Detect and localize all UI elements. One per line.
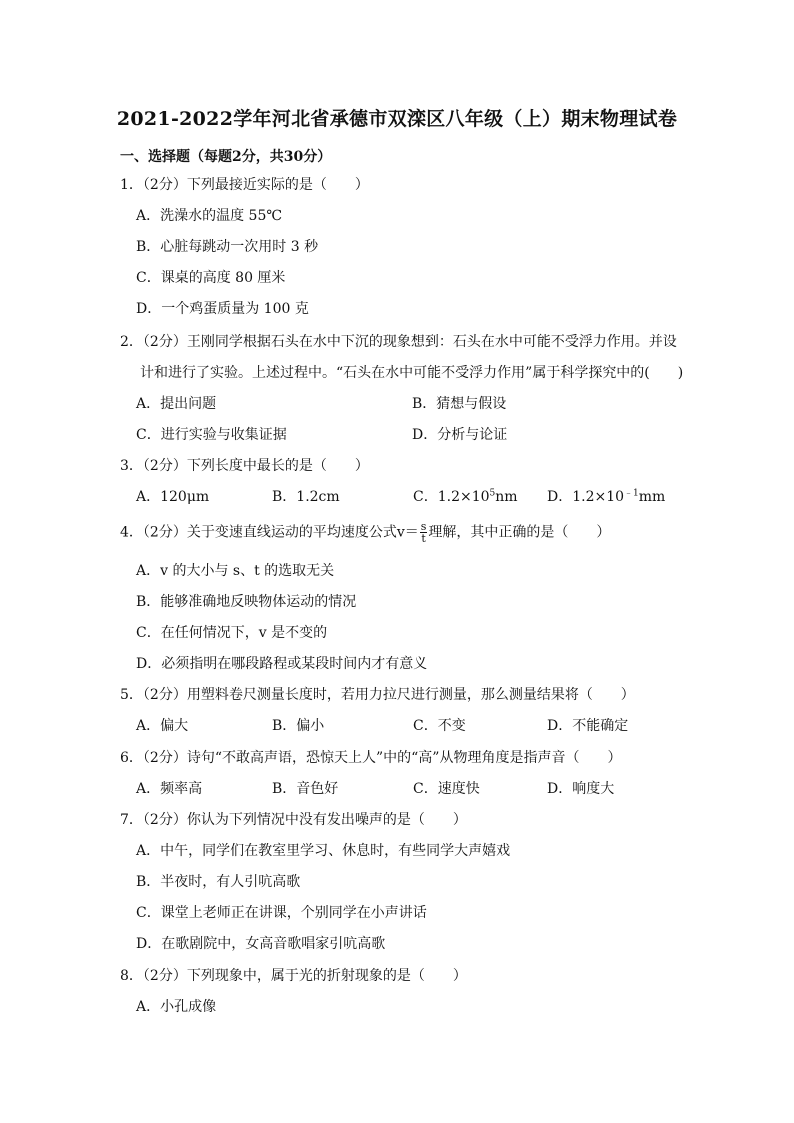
question-5-stem: 5．（2分）用塑料卷尺测量长度时，若用力拉尺进行测量，那么测量结果将（ ） (120, 687, 635, 703)
question-5-option-a: A．偏大 (136, 718, 189, 734)
question-8-option-a: A．小孔成像 (136, 999, 217, 1015)
fraction-denominator: t (421, 532, 426, 545)
question-2-option-b: B．猜想与假设 (412, 396, 507, 412)
question-2-option-d: D．分析与论证 (412, 427, 508, 443)
question-7-option-b: B．半夜时，有人引吭高歌 (136, 874, 301, 890)
question-2-option-a: A．提出问题 (136, 396, 217, 412)
question-3-option-d-unit: mm (638, 489, 666, 505)
question-3-option-d-base: D．1.2×10 (547, 489, 625, 505)
question-6-option-a: A．频率高 (136, 781, 203, 797)
question-5-option-c: C．不变 (413, 718, 466, 734)
question-4-option-b: B．能够准确地反映物体运动的情况 (136, 594, 357, 610)
question-4-option-d: D．必须指明在哪段路程或某段时间内才有意义 (136, 656, 428, 672)
question-2-stem-line-2: 计和进行了实验。上述过程中。“石头在水中可能不受浮力作用”属于科学探究中的( ) (140, 365, 684, 381)
question-4-stem (120, 521, 610, 544)
question-7-option-a: A．中午，同学们在教室里学习、休息时，有些同学大声嬉戏 (136, 843, 511, 859)
fraction-numerator: s (420, 520, 427, 533)
question-6-option-d: D．响度大 (547, 781, 615, 797)
section-heading: 一、选择题（每题2分，共30分） (120, 149, 332, 165)
question-4-stem-prefix: 4．（2分）关于变速直线运动的平均速度公式v＝ (120, 524, 419, 541)
question-6-option-b: B．音色好 (272, 781, 339, 797)
question-1-stem: 1．（2分）下列最接近实际的是（ ） (120, 177, 369, 193)
question-3-option-c-exponent: 5 (489, 488, 496, 499)
question-7-stem: 7．（2分）你认为下列情况中没有发出噪声的是（ ） (120, 812, 467, 828)
question-8-stem: 8．（2分）下列现象中，属于光的折射现象的是（ ） (120, 968, 467, 984)
velocity-formula-fraction (420, 521, 428, 544)
question-5-option-b: B．偏小 (272, 718, 325, 734)
question-3-option-a: A．120μm (136, 489, 210, 505)
question-1-option-a: A．洗澡水的温度 55℃ (136, 208, 283, 224)
question-4-option-a: A．v 的大小与 s、t 的选取无关 (136, 563, 335, 579)
question-4-stem-suffix: 理解，其中正确的是（ ） (428, 524, 611, 541)
question-5-option-d: D．不能确定 (547, 718, 629, 734)
question-7-option-c: C．课堂上老师正在讲课，个别同学在小声讲话 (136, 905, 427, 921)
question-4-option-c: C．在任何情况下，v 是不变的 (136, 625, 328, 641)
question-2-stem-line-1: 2．（2分）王刚同学根据石头在水中下沉的现象想到：石头在水中可能不受浮力作用。并设 (120, 334, 677, 350)
question-6-option-c: C．速度快 (413, 781, 480, 797)
question-2-option-c: C．进行实验与收集证据 (136, 427, 287, 443)
question-3-option-c-unit: nm (495, 489, 518, 505)
question-7-option-d: D．在歌剧院中，女高音歌唱家引吭高歌 (136, 936, 386, 952)
question-3-option-b: B．1.2cm (272, 489, 340, 505)
exam-title: 2021-2022学年河北省承德市双滦区八年级（上）期末物理试卷 (116, 108, 678, 130)
question-3-option-d (547, 488, 665, 506)
question-1-option-d: D．一个鸡蛋质量为 100 克 (136, 301, 309, 317)
question-6-stem: 6．（2分）诗句“不敢高声语，恐惊天上人”中的“高”从物理角度是指声音（ ） (120, 750, 622, 766)
question-3-option-c (413, 488, 518, 506)
question-3-option-c-base: C．1.2×10 (413, 489, 490, 505)
question-3-option-d-exponent: ﹣1 (624, 488, 639, 499)
question-1-option-c: C．课桌的高度 80 厘米 (136, 270, 286, 286)
question-1-option-b: B．心脏每跳动一次用时 3 秒 (136, 239, 319, 255)
question-3-stem: 3．（2分）下列长度中最长的是（ ） (120, 458, 369, 474)
